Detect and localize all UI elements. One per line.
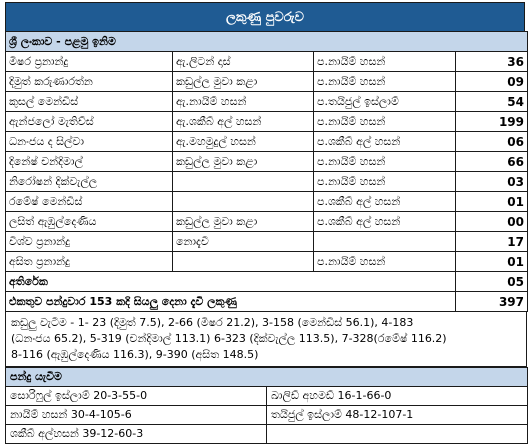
bowling-label: පන්දු යැවීම bbox=[6, 368, 528, 387]
bowling-row bbox=[6, 387, 528, 406]
runs-value: 06 bbox=[456, 132, 528, 152]
batter-name: ධනංජය ද සිල්වා bbox=[6, 132, 173, 152]
dismissal-type bbox=[173, 252, 314, 272]
fow-line: කඩුලු වැටීම - 1- 23 (දිමුත් 7.5), 2-66 (මිෂර 21.2), 3-158 (මෙන්ඩිස් 56.1), 4-183 bbox=[11, 316, 414, 329]
dismissal-type: ඇ.මහමුදුල් හසන් bbox=[173, 132, 314, 152]
bowler-figures: තයිජුල් ඉස්ලාම් 48-12-107-1 bbox=[267, 406, 528, 425]
bowling-table bbox=[5, 367, 528, 444]
batter-name: ලසිත් ඇඹුල්දෙණිය bbox=[6, 212, 173, 232]
bowler-figures: නායිම් හසන් 30-4-105-6 bbox=[6, 406, 267, 425]
innings-label: ශ්‍රී ලංකාව - පළමු ඉනිම bbox=[6, 32, 528, 52]
bowler-name: ප.නායිම් හසන් bbox=[314, 112, 456, 132]
dismissal-type: නොදැවී bbox=[173, 232, 314, 252]
bowling-header-row bbox=[6, 368, 528, 387]
batter-name: දිනේෂ් චන්දිමාල් bbox=[6, 152, 173, 172]
fow-line: (ධනංජය 65.2), 5-319 (චන්දිමාල් 113.1) 6-323 (දික්වැල්ල 113.5), 7-328(රමේෂ් 116.2) bbox=[11, 332, 447, 345]
bowler-name bbox=[314, 232, 456, 252]
batter-name: ඇන්ජලෝ මැතිව්ස් bbox=[6, 112, 173, 132]
runs-value: 36 bbox=[456, 52, 528, 72]
dismissal-type: කඩුල්ල මුවා කළා bbox=[173, 212, 314, 232]
batter-name: විශ්ව ප්‍රනාන්දු bbox=[6, 232, 173, 252]
batting-row bbox=[6, 192, 528, 212]
bowler-name: ප.නායිම් හසන් bbox=[314, 152, 456, 172]
batting-row bbox=[6, 72, 528, 92]
runs-value: 54 bbox=[456, 92, 528, 112]
dismissal-type: කඩුල්ල මුවා කළා bbox=[173, 152, 314, 172]
bowler-figures: සොරිෆුල් ඉස්ලාම් 20-3-55-0 bbox=[6, 387, 267, 406]
dismissal-type: ඇ.නායිම් හසන් bbox=[173, 92, 314, 112]
batting-row bbox=[6, 172, 528, 192]
dismissal-type: ඇ.ශකීබ් අල් හසන් bbox=[173, 112, 314, 132]
bowler-name: ප.ශකීබ් අල් හසන් bbox=[314, 132, 456, 152]
batting-row bbox=[6, 52, 528, 72]
fall-of-wickets bbox=[5, 312, 527, 367]
bowler-figures bbox=[267, 425, 528, 444]
runs-value: 00 bbox=[456, 212, 528, 232]
total-label: එකතුව පන්දුවාර 153 කදි සියලු දෙනා දැවී ලකුණු bbox=[6, 292, 456, 312]
scorecard bbox=[5, 2, 525, 444]
runs-value: 199 bbox=[456, 112, 528, 132]
innings-header-row bbox=[6, 32, 528, 52]
batting-row bbox=[6, 212, 528, 232]
batting-row bbox=[6, 132, 528, 152]
total-runs: 397 bbox=[456, 292, 528, 312]
batter-name: රමේෂ් මෙන්ඩිස් bbox=[6, 192, 173, 212]
dismissal-type: ඇ.ලිටන් දාස් bbox=[173, 52, 314, 72]
batting-row bbox=[6, 232, 528, 252]
batter-name: කුසල් මෙන්ඩිස් bbox=[6, 92, 173, 112]
scorecard-title: ලකුණු පුවරුව bbox=[5, 2, 525, 32]
runs-value: 01 bbox=[456, 192, 528, 212]
dismissal-type: කඩුල්ල මුවා කළා bbox=[173, 72, 314, 92]
batting-table bbox=[5, 31, 528, 312]
fow-line: 8-116 (ඇඹුල්දෙණිය 116.3), 9-390 (අසිත 148.5) bbox=[11, 348, 259, 361]
extras-row bbox=[6, 272, 528, 292]
batter-name: නිරෝෂන් දික්වැල්ල bbox=[6, 172, 173, 192]
bowler-name: ප.නායිම් හසන් bbox=[314, 72, 456, 92]
bowler-name: ප.නායිම් හසන් bbox=[314, 52, 456, 72]
runs-value: 01 bbox=[456, 252, 528, 272]
extras-runs: 05 bbox=[456, 272, 528, 292]
runs-value: 17 bbox=[456, 232, 528, 252]
bowling-row bbox=[6, 406, 528, 425]
total-row bbox=[6, 292, 528, 312]
batter-name: මිෂර ප්‍රනාන්දු bbox=[6, 52, 173, 72]
bowler-name: ප.ශකීබ් අල් හසන් bbox=[314, 212, 456, 232]
dismissal-type bbox=[173, 192, 314, 212]
batting-row bbox=[6, 152, 528, 172]
runs-value: 03 bbox=[456, 172, 528, 192]
bowler-name: ප.නායිම් හසන් bbox=[314, 172, 456, 192]
bowler-name: ප.තයිජුල් ඉස්ලාම් bbox=[314, 92, 456, 112]
batting-row bbox=[6, 112, 528, 132]
runs-value: 66 bbox=[456, 152, 528, 172]
runs-value: 09 bbox=[456, 72, 528, 92]
extras-label: අතිරේක bbox=[6, 272, 456, 292]
bowler-name: ප.ශකීබ් අල් හසන් bbox=[314, 192, 456, 212]
batting-row bbox=[6, 252, 528, 272]
batting-row bbox=[6, 92, 528, 112]
bowler-figures: ඛාලිඩ් අහමඩ් 16-1-66-0 bbox=[267, 387, 528, 406]
batter-name: අසිත ප්‍රනාන්දු bbox=[6, 252, 173, 272]
dismissal-type bbox=[173, 172, 314, 192]
bowling-row bbox=[6, 425, 528, 444]
batter-name: දිමුත් කරුණාරත්න bbox=[6, 72, 173, 92]
bowler-name: ප.නායිම් හසන් bbox=[314, 252, 456, 272]
bowler-figures: ශකීබ් අල්හසන් 39-12-60-3 bbox=[6, 425, 267, 444]
